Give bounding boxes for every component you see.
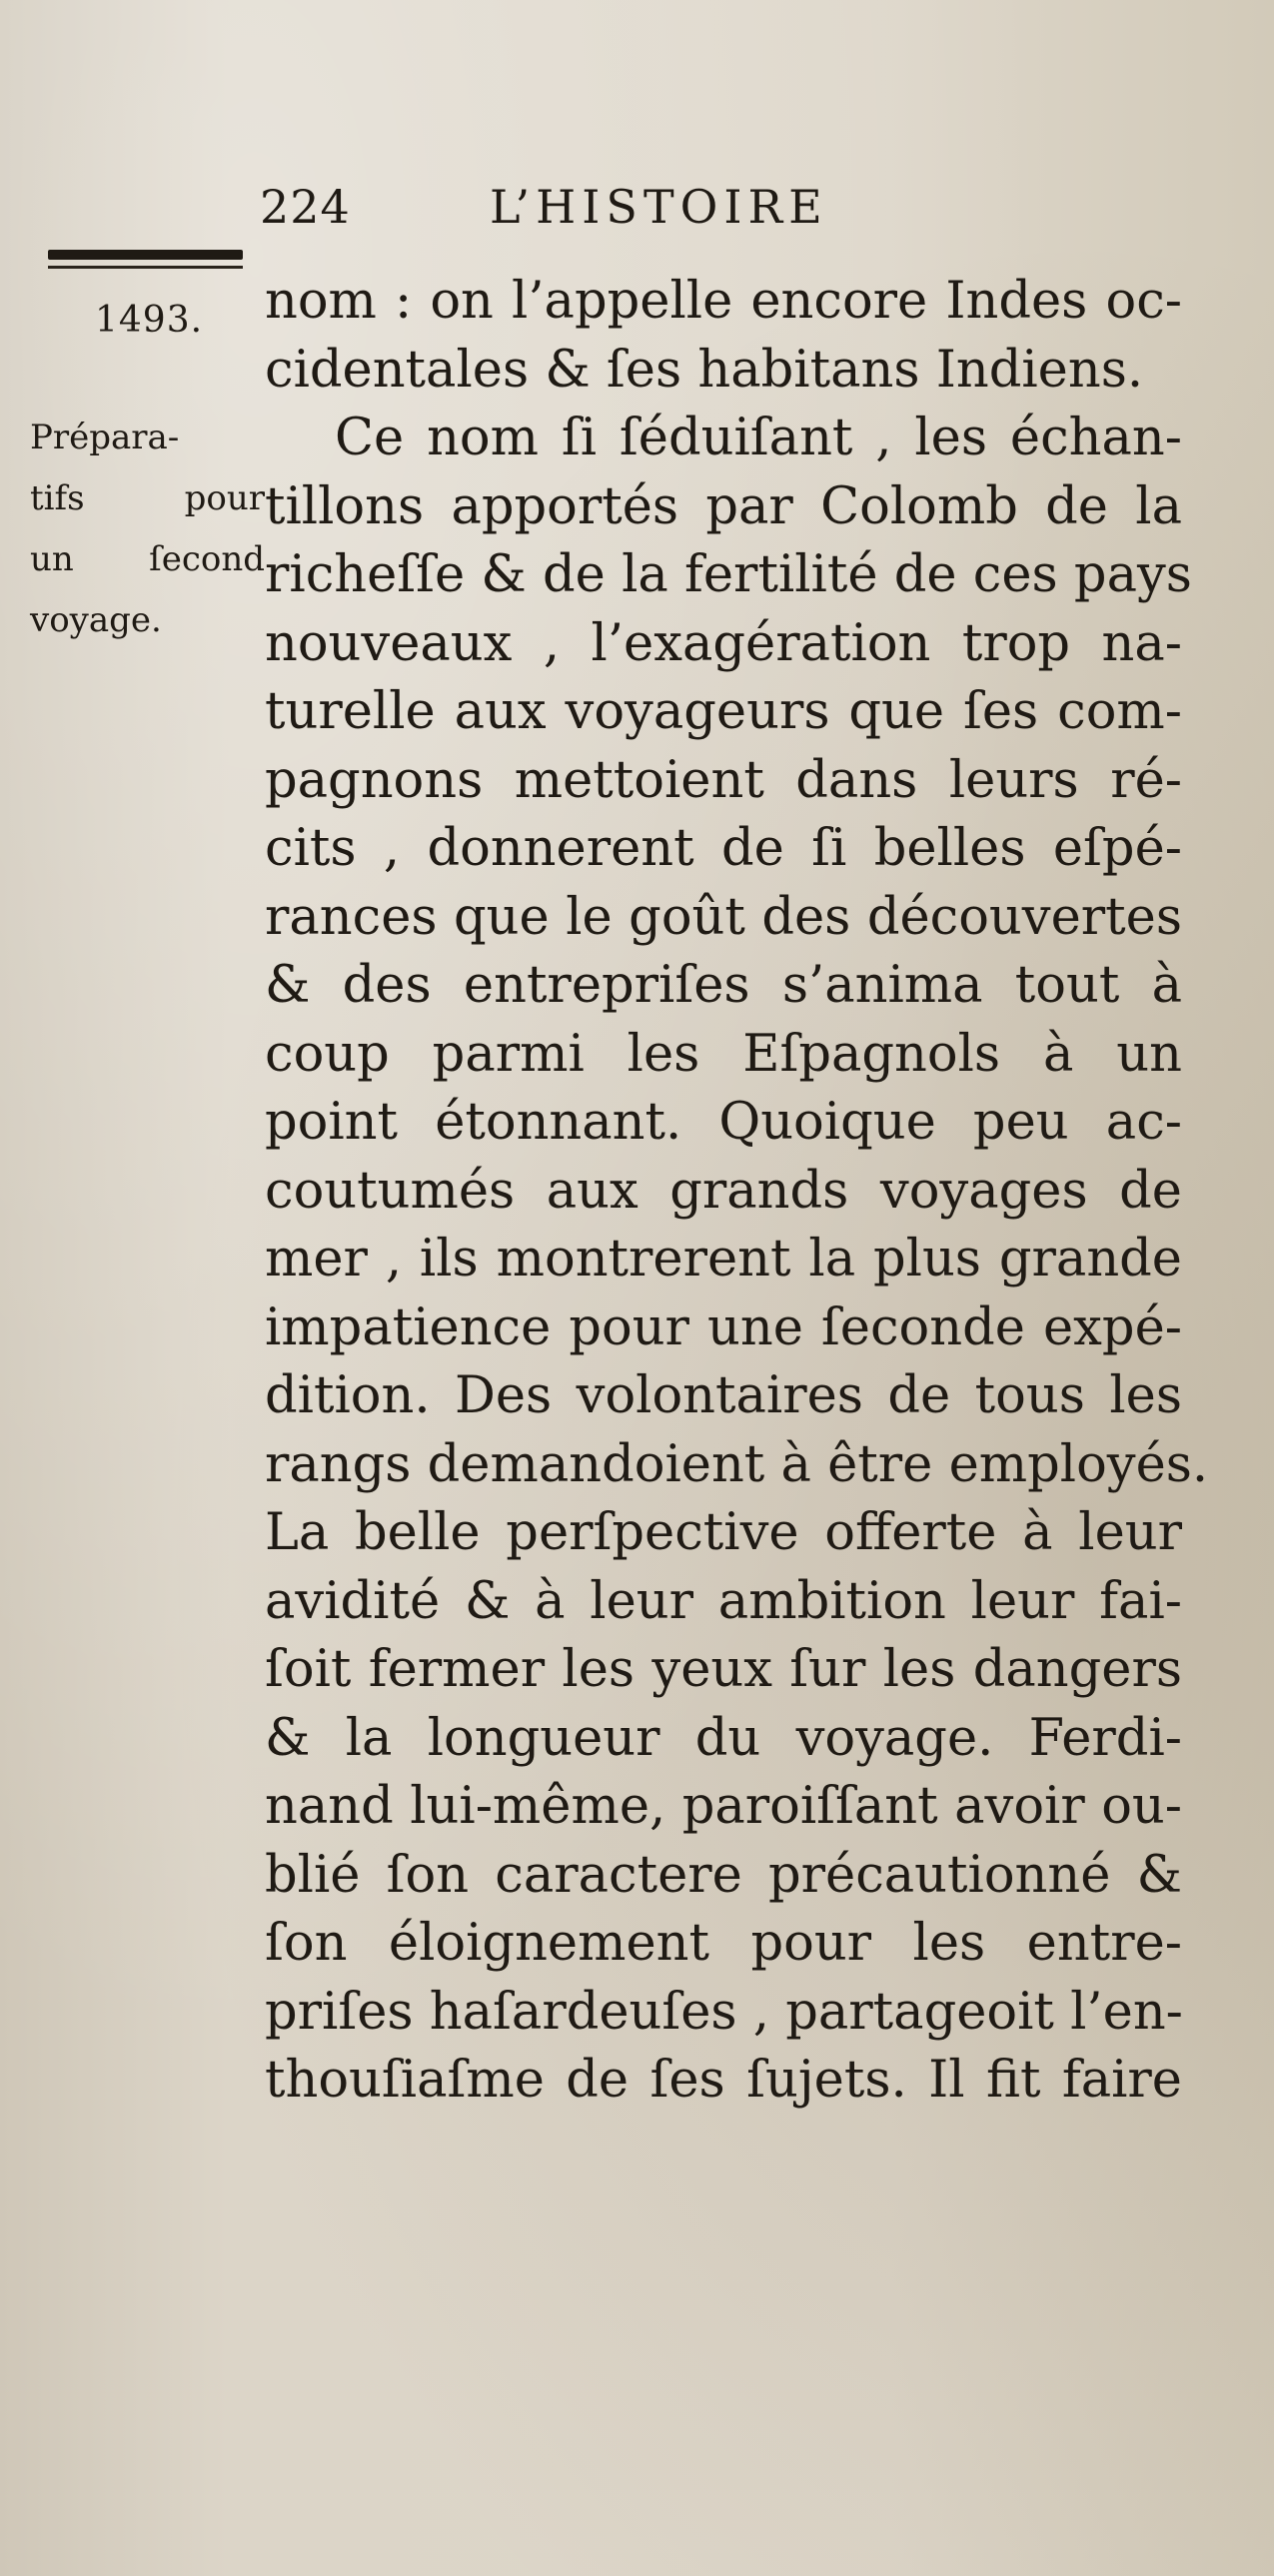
text-line: cidentales & ſes habitans Indiens. <box>265 340 1144 400</box>
margin-note-line: tifs pour <box>30 478 265 518</box>
text-line: ſoit fermer les yeux ſur les dangers <box>265 1640 1182 1699</box>
text-line: nand lui-même, paroiſſant avoir ou- <box>265 1777 1182 1836</box>
page-number: 224 <box>260 180 351 234</box>
text-line: mer , ils montrerent la plus grande <box>265 1230 1182 1288</box>
text-line: cits , donnerent de ſi belles eſpé- <box>265 819 1182 878</box>
margin-note <box>30 408 265 651</box>
margin-year: 1493. <box>95 300 204 341</box>
text-line: coup parmi les Eſpagnols à un <box>265 1024 1182 1084</box>
text-line: thouſiaſme de ſes ſujets. Il fit faire <box>265 2051 1182 2110</box>
text-line: tillons apportés par Colomb de la <box>265 476 1182 536</box>
text-line: turelle aux voyageurs que ſes com- <box>265 682 1182 741</box>
text-line: & la longueur du voyage. Ferdi- <box>265 1708 1182 1768</box>
page-header <box>260 180 959 250</box>
margin-rule-thin <box>48 266 243 269</box>
text-line: impatience pour une ſeconde expé- <box>265 1297 1182 1357</box>
text-line: dition. Des volontaires de tous les <box>265 1366 1182 1425</box>
text-line: pagnons mettoient dans leurs ré- <box>265 750 1182 810</box>
text-line: rangs demandoient à être employés. <box>265 1434 1209 1494</box>
body-text <box>265 268 1209 2116</box>
text-line: nom : on l’appelle encore Indes oc- <box>265 272 1182 331</box>
text-line: ſon éloignement pour les entre- <box>265 1914 1182 1973</box>
text-line: richeſſe & de la fertilité de ces pays <box>265 545 1192 604</box>
text-line: rances que le goût des découvertes <box>265 887 1182 947</box>
margin-note-line: voyage. <box>30 600 162 640</box>
margin-note-line: Prépara- <box>30 418 180 457</box>
text-line: point étonnant. Quoique peu ac- <box>265 1093 1182 1152</box>
text-line: La belle perſpective offerte à leur <box>265 1503 1182 1562</box>
running-head: L’HISTOIRE <box>490 180 828 234</box>
text-line: avidité & à leur ambition leur fai- <box>265 1571 1182 1631</box>
text-line: blié ſon caractere précautionné & <box>265 1845 1182 1905</box>
text-line: Ce nom ſi ſéduiſant , les échan- <box>335 409 1182 467</box>
text-line: coutumés aux grands voyages de <box>265 1161 1182 1221</box>
margin-note-line: un ſecond <box>30 539 265 579</box>
text-line: nouveaux , l’exagération trop na- <box>265 613 1182 673</box>
text-line: & des entrepriſes s’anima tout à <box>265 956 1182 1015</box>
text-line: priſes haſardeuſes , partageoit l’en- <box>265 1982 1183 2042</box>
margin-rule <box>48 250 243 260</box>
